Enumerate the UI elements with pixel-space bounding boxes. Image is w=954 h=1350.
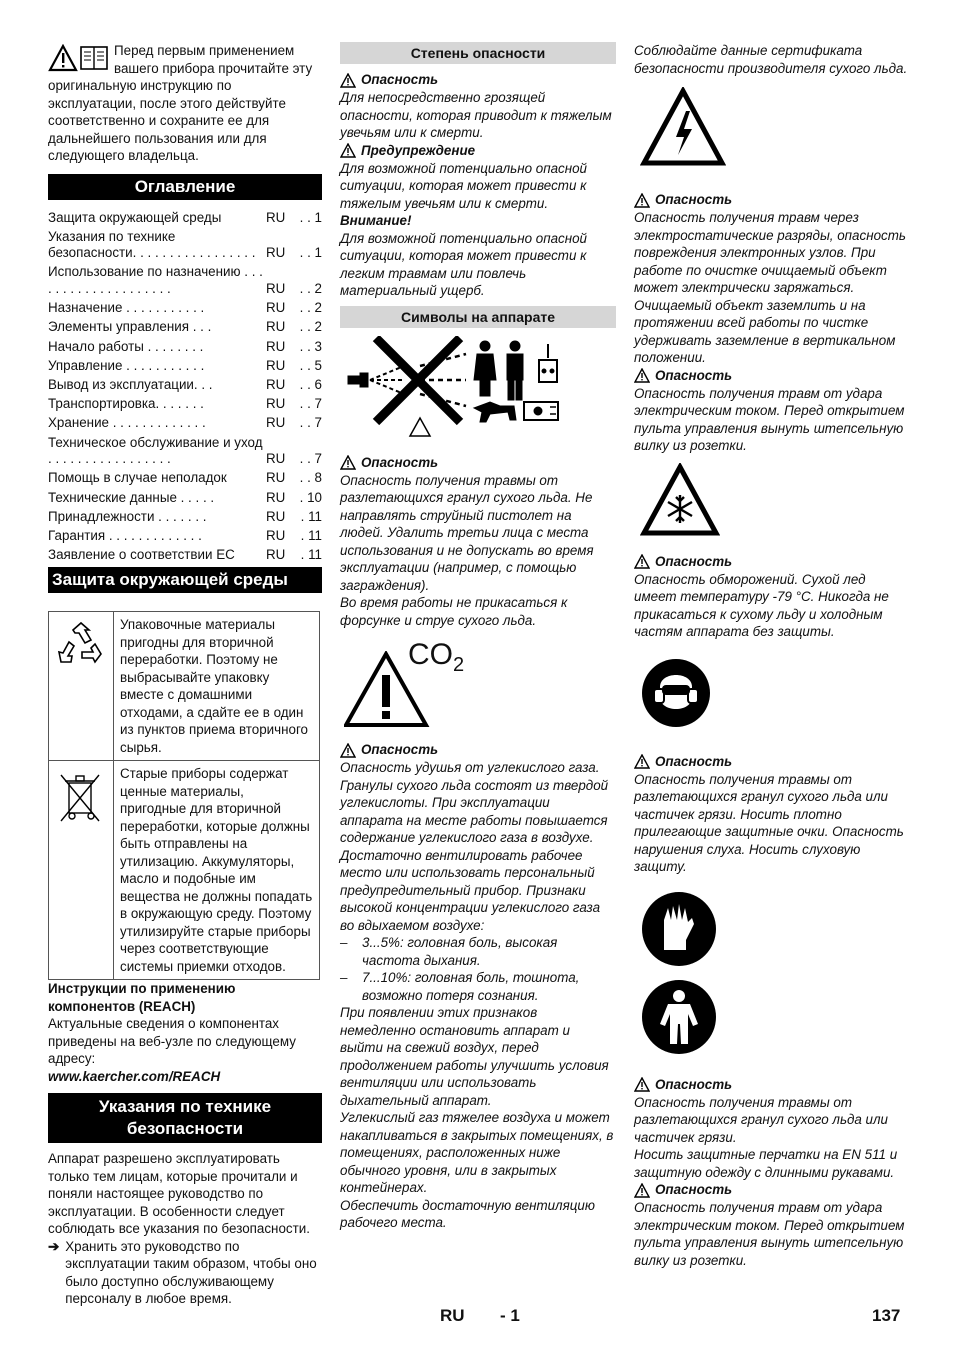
f-text: Опасность обморожений. Сухой лед имеет температуру -79 °C. Никогда не прикасаться к сухому льду и холодным частям аппарата без защиты. bbox=[634, 571, 889, 639]
toc-row[interactable] bbox=[48, 319, 322, 338]
warning-manual-icon bbox=[48, 44, 110, 72]
gloves-clothing-symbols bbox=[634, 890, 910, 1076]
recycle-text: Упаковочные материалы пригодны для вторичной переработки. Поэтому не выбрасывайте упаковку вместе с домашними отходами, а сдайте ее в один из пунктов приема вторичного сырья. bbox=[114, 612, 320, 761]
hazard-heading: Степень опасности bbox=[340, 42, 616, 64]
warning-triangle-icon bbox=[634, 1077, 650, 1092]
e1-label: Опасность bbox=[634, 191, 910, 209]
no-people-symbol bbox=[340, 330, 616, 450]
toc-entry-title: Хранение . . . . . . . . . . . . . bbox=[48, 415, 206, 431]
toc-entry-page: . . 3 bbox=[299, 338, 322, 354]
toc-entry-lang: RU bbox=[266, 508, 286, 524]
toc-entry-title: Защита окружающей среды bbox=[48, 209, 222, 225]
toc-entry-page: . 10 bbox=[299, 489, 322, 505]
toc-entry-page: . . 2 bbox=[299, 319, 322, 335]
reach-heading: Инструкции по применению компонентов (REACH) bbox=[48, 981, 236, 1014]
toc-entry-lang: RU bbox=[266, 415, 286, 431]
toc-entry-lang: RU bbox=[266, 245, 286, 261]
toc-entry-page: . . 1 bbox=[299, 245, 322, 261]
g-text: Опасность получения травмы от разлетающихся гранул сухого льда или частичек грязи. Носить плотно прилегающие защитные очки. Опасность нарушения слуха. Носить слуховую защиту. bbox=[634, 771, 904, 874]
toc-entry-page: . . 5 bbox=[299, 357, 322, 373]
toc-entry-page: . . 7 bbox=[299, 451, 322, 467]
i-label: Опасность bbox=[634, 1181, 910, 1199]
hazard-danger-text: Для непосредственно грозящей опасности, которая приводит к тяжелым увечьям или к смерти. bbox=[340, 90, 612, 140]
safety-bullet bbox=[48, 1238, 322, 1308]
toc-entry-lang: RU bbox=[266, 470, 286, 486]
crossed-bin-icon bbox=[55, 769, 107, 827]
reach-link[interactable]: www.kaercher.com/REACH bbox=[48, 1068, 221, 1084]
recycle-cell bbox=[49, 612, 114, 761]
toc-row[interactable] bbox=[48, 339, 322, 358]
toc-entry-title: Техническое обслуживание и уход . . . . . . . . . . . . . . . . . bbox=[48, 434, 263, 467]
warning-triangle-icon bbox=[634, 368, 650, 383]
toc-row[interactable] bbox=[48, 435, 322, 471]
toc-entry-title: Использование по назначению . . . . . . . . . . . . . . . . . . . . bbox=[48, 264, 263, 297]
f-label: Опасность bbox=[634, 553, 910, 571]
toc-entry-title: Помощь в случае неполадок bbox=[48, 470, 227, 486]
symbol2-text: Опасность удушья от углекислого газа. Гранулы сухого льда состоят из твердой углекислоты. При эксплуатации аппарата на месте работы повышается содержание углекислого газа в воздухе. Достаточно вентилировать рабочее место или использовать персональный предупредительный прибор. Признаки высокой концентрации углекислого газа во вдыхаемом воздухе: bbox=[340, 760, 609, 933]
column-left bbox=[48, 42, 322, 1308]
hazard-warning-label: Предупреждение bbox=[340, 142, 616, 160]
hazard-caution-text: Для возможной потенциально опасной ситуации, которая может привести к легким травмам или повлечь материальный ущерб. bbox=[340, 230, 587, 298]
footer-page-number: 137 bbox=[872, 1306, 901, 1325]
footer-lang: RU bbox=[440, 1306, 465, 1325]
weee-cell bbox=[49, 761, 114, 980]
safety-heading: Указания по технике безопасности bbox=[48, 1093, 322, 1143]
toc-entry-page: . . 7 bbox=[299, 396, 322, 412]
warning-triangle-icon bbox=[340, 743, 356, 758]
toc-row[interactable] bbox=[48, 358, 322, 377]
toc-entry-title: Элементы управления . . . bbox=[48, 319, 212, 335]
toc-row[interactable] bbox=[48, 377, 322, 396]
symbol1-text: Опасность получения травмы от разлетающихся гранул сухого льда. Не направлять струйный пистолет на людей. Удалить третьи лица с места использования и не допускать во время эксплуатации (например, с помощью заграждения). bbox=[340, 472, 594, 593]
toc-entry-lang: RU bbox=[266, 451, 286, 467]
toc-entry-title: Начало работы . . . . . . . . bbox=[48, 338, 204, 354]
h-text2: Носить защитные перчатки на EN 511 и защитную одежду с длинными рукавами. bbox=[634, 1147, 898, 1180]
toc-entry-title: Принадлежности . . . . . . . bbox=[48, 508, 207, 524]
toc-entry-title: Указания по технике безопасности. . . . . . . . . . . . . . . . . bbox=[48, 228, 256, 261]
dash-item-1: – 3...5%: головная боль, высокая частота дыхания. bbox=[340, 935, 558, 968]
toc-row[interactable] bbox=[48, 415, 322, 434]
dash-item-2: – 7...10%: головная боль, тошнота, возможно потеря сознания. bbox=[340, 970, 580, 1003]
weee-text: Старые приборы содержат ценные материалы, пригодные для вторичной переработки, которые должны быть отправлены на утилизацию. Аккумуляторы, масло и подобные им вещества не должны попадать в окружающую среду. Поэтому утилизируйте старые приборы через соответствующие системы приемки отходов. bbox=[114, 761, 320, 980]
toc-row[interactable] bbox=[48, 470, 322, 489]
toc-row[interactable] bbox=[48, 396, 322, 415]
frost-symbol bbox=[634, 463, 910, 553]
co2-symbol bbox=[340, 637, 616, 739]
toc-entry-lang: RU bbox=[266, 300, 286, 316]
intro-text: Перед первым применением вашего прибора прочитайте эту оригинальную инструкцию по эксплуатации, после этого действуйте соответственно и сохраните ее для дальнейшего пользования или для следующего владельца. bbox=[48, 43, 313, 163]
co2-label: $CO_2$ bbox=[408, 638, 465, 676]
toc-row[interactable] bbox=[48, 528, 322, 547]
warning-triangle-icon bbox=[634, 754, 650, 769]
toc-entry-lang: RU bbox=[266, 527, 286, 543]
warning-triangle-icon bbox=[634, 554, 650, 569]
toc-entry-lang: RU bbox=[266, 377, 286, 392]
toc-heading: Оглавление bbox=[48, 174, 322, 200]
toc-entry-page: . . 6 bbox=[299, 377, 322, 392]
toc-entry-page: . 11 bbox=[300, 508, 322, 524]
low-temperature-icon bbox=[640, 463, 720, 537]
toc-entry-title: Назначение . . . . . . . . . . . bbox=[48, 300, 205, 316]
intro-icons bbox=[48, 44, 110, 72]
safety-bullet-text: Хранить это руководство по эксплуатации таким образом, чтобы оно было доступно обслуживающему персоналу в любое время. bbox=[65, 1238, 317, 1307]
symbol2-text3: Углекислый газ тяжелее воздуха и может накапливаться в закрытых помещениях, в помещениях, расположенных ниже обычного уровня, или в закрытых контейнерах. bbox=[340, 1110, 614, 1195]
e2-text: Опасность получения травм от удара электрическим током. Перед открытием пульта управления вынуть штепсельную вилку из розетки. bbox=[634, 385, 905, 453]
toc-entry-title: Вывод из эксплуатации. . . bbox=[48, 377, 213, 392]
env-table bbox=[48, 611, 320, 980]
toc-entry-page: . . 2 bbox=[299, 281, 322, 297]
symbol2-label: Опасность bbox=[340, 741, 616, 759]
footer-local-page: - 1 bbox=[500, 1306, 520, 1325]
symbol1-label: Опасность bbox=[340, 454, 616, 472]
reach-text: Актуальные сведения о компонентах приведены на веб-узле по следующему адресу: bbox=[48, 1016, 296, 1067]
column-middle bbox=[340, 42, 616, 1232]
eye-ear-protection-icon bbox=[640, 657, 712, 729]
toc-entry-lang: RU bbox=[266, 489, 286, 505]
toc-entry-lang: RU bbox=[266, 338, 286, 354]
do-not-spray-people-icon bbox=[340, 336, 616, 446]
toc-entry-lang: RU bbox=[266, 396, 286, 412]
e1-text: Опасность получения травм через электростатические разряды, опасность повреждения электронных узлов. При работе по очистке очищаемый объект может электрически заряжаться. Очищаемый объект заземлить и на протяжении всей работы по чистке удерживать заземление в вертикальном положении. bbox=[634, 210, 906, 365]
gloves-icon bbox=[640, 890, 718, 968]
column-right bbox=[634, 42, 910, 1269]
toc-entry-page: . . 1 bbox=[299, 209, 322, 225]
i-text: Опасность получения травм от удара электрическим током. Перед открытием пульта управления вынуть штепсельную вилку из розетки. bbox=[634, 1200, 905, 1268]
g-label: Опасность bbox=[634, 753, 910, 771]
electric-symbol bbox=[634, 87, 910, 191]
high-voltage-icon bbox=[640, 87, 726, 167]
toc-entry-title: Гарантия . . . . . . . . . . . . . bbox=[48, 527, 202, 543]
toc-entry-lang: RU bbox=[266, 281, 286, 297]
symbols-heading: Символы на аппарате bbox=[340, 306, 616, 328]
symbol2-text2: При появлении этих признаков немедленно остановить аппарат и выйти на свежий воздух, перед продолжением работы улучшить условия вентиляции или использовать дыхательный аппарат. bbox=[340, 1005, 609, 1108]
col3-intro: Соблюдайте данные сертификата безопасности производителя сухого льда. bbox=[634, 43, 908, 76]
toc-entry-lang: RU bbox=[266, 357, 286, 373]
toc-row[interactable] bbox=[48, 229, 322, 265]
e2-label: Опасность bbox=[634, 367, 910, 385]
safety-text: Аппарат разрешено эксплуатировать только тем лицам, которые прочитали и поняли настоящее руководство по эксплуатации. В особенности следует соблюдать все указания по безопасности. bbox=[48, 1151, 310, 1237]
toc-row[interactable] bbox=[48, 300, 322, 319]
toc-entry-page: . . 7 bbox=[299, 415, 322, 431]
intro-block bbox=[48, 42, 322, 165]
toc-entry-page: . . 2 bbox=[299, 300, 322, 316]
toc-entry-page: . 11 bbox=[300, 547, 322, 563]
toc-entry-title: Транспортировка. . . . . . . bbox=[48, 396, 204, 412]
toc-entry-title: Заявление о соответствии ЕС bbox=[48, 547, 235, 563]
hazard-warning-text: Для возможной потенциально опасной ситуации, которая может привести к тяжелым увечьям или к смерти. bbox=[340, 160, 587, 211]
symbol2-text4: Обеспечить достаточную вентиляцию рабочего места. bbox=[340, 1197, 595, 1230]
toc-table bbox=[48, 210, 322, 567]
env-heading: Защита окружающей среды bbox=[48, 567, 322, 593]
warning-triangle-icon bbox=[340, 143, 356, 158]
symbol1-text2: Во время работы не прикасаться к форсунке и струе сухого льда. bbox=[340, 595, 568, 628]
warning-triangle-icon bbox=[634, 1183, 650, 1198]
toc-entry-page: . 11 bbox=[300, 527, 322, 543]
toc-entry-lang: RU bbox=[266, 209, 286, 225]
protective-clothing-icon bbox=[640, 978, 718, 1056]
goggles-symbol bbox=[634, 657, 910, 753]
toc-row[interactable] bbox=[48, 547, 322, 566]
warning-triangle-icon bbox=[340, 455, 356, 470]
hazard-caution-label: Внимание! bbox=[340, 213, 412, 228]
toc-row[interactable] bbox=[48, 509, 322, 528]
toc-entry-title: Технические данные . . . . . bbox=[48, 489, 215, 505]
warning-triangle-icon bbox=[340, 73, 356, 88]
toc-row[interactable] bbox=[48, 264, 322, 300]
h-text: Опасность получения травмы от разлетающихся гранул сухого льда или частичек грязи. bbox=[634, 1094, 889, 1145]
toc-entry-page: . . 8 bbox=[299, 470, 322, 486]
hazard-danger-label: Опасность bbox=[340, 71, 616, 89]
arrow-right-icon: ➔ bbox=[48, 1238, 60, 1254]
toc-entry-lang: RU bbox=[266, 547, 286, 563]
toc-entry-lang: RU bbox=[266, 319, 286, 335]
toc-row[interactable] bbox=[48, 490, 322, 509]
toc-entry-title: Управление . . . . . . . . . . . bbox=[48, 357, 205, 373]
h-label: Опасность bbox=[634, 1076, 910, 1094]
recycle-icon bbox=[55, 620, 107, 670]
toc-row[interactable] bbox=[48, 210, 322, 229]
warning-triangle-icon bbox=[634, 193, 650, 208]
